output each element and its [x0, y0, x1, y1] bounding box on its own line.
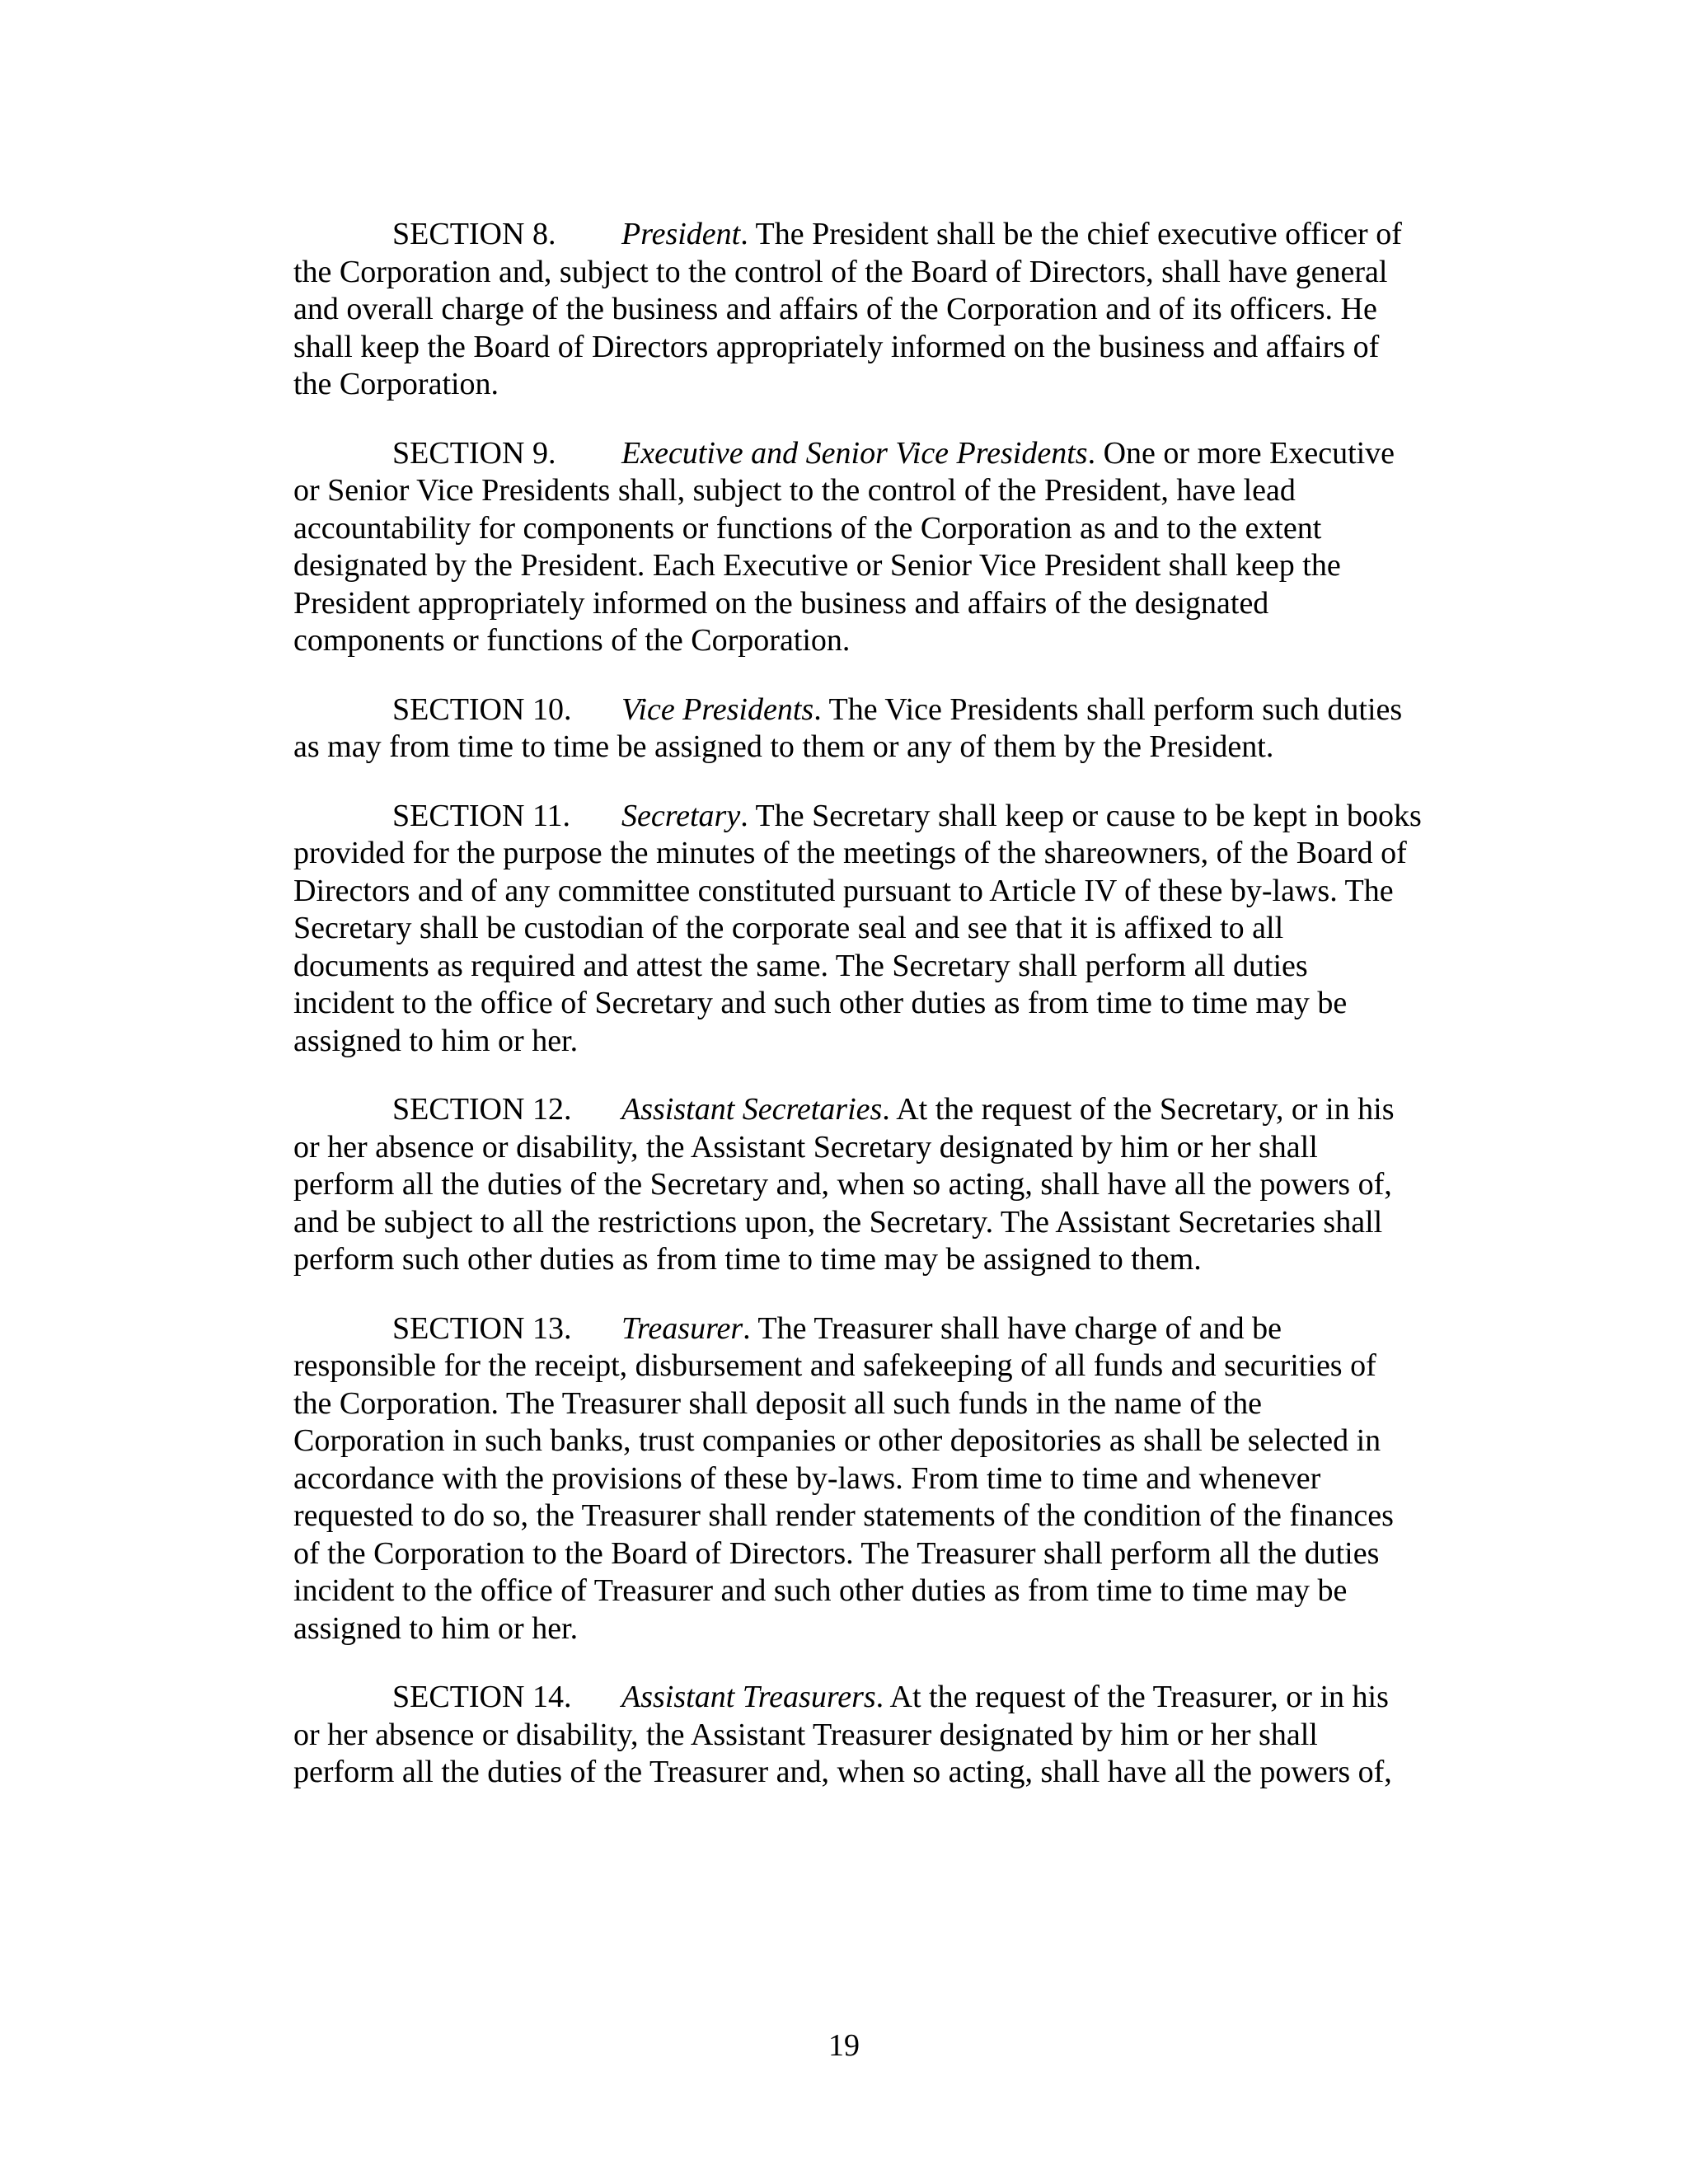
- by-law-section: [293, 1310, 1456, 1648]
- section-title: Treasurer: [621, 1310, 743, 1346]
- section-first-line: [293, 1310, 1456, 1348]
- section-text-line: designated by the President. Each Executive or Senior Vice President shall keep the: [293, 548, 1341, 583]
- section-text-line: requested to do so, the Treasurer shall render statements of the condition of the finances: [293, 1498, 1394, 1533]
- section-first-line: [293, 216, 1456, 254]
- section-text-line: perform such other duties as from time to time may be assigned to them.: [293, 1242, 1202, 1277]
- section-text-line: or her absence or disability, the Assistant Treasurer designated by him or her shall: [293, 1717, 1318, 1752]
- section-number: SECTION 13.: [392, 1310, 572, 1346]
- section-text-line: perform all the duties of the Secretary and, when so acting, shall have all the powers of,: [293, 1167, 1392, 1202]
- section-number: SECTION 14.: [392, 1680, 572, 1714]
- section-text-line: Secretary shall be custodian of the corporate seal and see that it is affixed to all: [293, 911, 1284, 945]
- section-text-line: the Corporation. The Treasurer shall deposit all such funds in the name of the: [293, 1385, 1262, 1421]
- by-law-section: [293, 798, 1456, 1061]
- section-number: SECTION 12.: [392, 1092, 572, 1127]
- section-number: SECTION 10.: [392, 691, 572, 727]
- section-text-line: or Senior Vice Presidents shall, subject to the control of the President, have lead: [293, 473, 1296, 508]
- section-text-line: accordance with the provisions of these by-laws. From time to time and whenever: [293, 1460, 1321, 1496]
- section-number: SECTION 9.: [392, 435, 556, 471]
- section-text: . One or more Executive: [1087, 435, 1395, 471]
- section-text-line: incident to the office of Secretary and such other duties as from time to time may be: [293, 986, 1348, 1020]
- section-text-line: incident to the office of Treasurer and such other duties as from time to time may be: [293, 1573, 1348, 1608]
- section-number: SECTION 11.: [392, 798, 571, 833]
- section-first-line: [293, 1091, 1456, 1129]
- section-text-line: provided for the purpose the minutes of the meetings of the shareowners, of the Board of: [293, 836, 1407, 870]
- section-title: Assistant Treasurers: [621, 1680, 876, 1714]
- section-text-line: as may from time to time be assigned to them or any of them by the President.: [293, 729, 1274, 764]
- section-first-line: [293, 691, 1456, 729]
- section-text: . The President shall be the chief executive officer of: [740, 217, 1402, 251]
- section-text-line: and be subject to all the restrictions upon, the Secretary. The Assistant Secretaries shall: [293, 1204, 1383, 1240]
- section-title: Assistant Secretaries: [621, 1092, 883, 1127]
- section-text-line: responsible for the receipt, disbursement and safekeeping of all funds and securities of: [293, 1348, 1376, 1383]
- section-number: SECTION 8.: [392, 217, 556, 251]
- by-law-section: [293, 435, 1456, 660]
- section-title: Vice Presidents: [621, 691, 814, 727]
- by-law-section: [293, 1091, 1456, 1279]
- section-text-line: President appropriately informed on the business and affairs of the designated: [293, 585, 1269, 621]
- section-text-line: assigned to him or her.: [293, 1023, 579, 1058]
- section-first-line: [293, 1679, 1456, 1717]
- section-first-line: [293, 798, 1456, 836]
- section-text-line: accountability for components or functions of the Corporation as and to the extent: [293, 510, 1322, 546]
- by-law-section: [293, 216, 1456, 404]
- section-text-line: documents as required and attest the same. The Secretary shall perform all duties: [293, 948, 1308, 983]
- section-text: . The Treasurer shall have charge of and be: [743, 1310, 1282, 1346]
- by-law-section: [293, 691, 1456, 766]
- by-law-section: [293, 1679, 1456, 1792]
- section-text-line: and overall charge of the business and affairs of the Corporation and of its officers. He: [293, 292, 1377, 326]
- section-text: . At the request of the Treasurer, or in his: [875, 1680, 1389, 1714]
- section-title: President: [621, 217, 741, 251]
- section-text-line: assigned to him or her.: [293, 1610, 579, 1646]
- section-text-line: or her absence or disability, the Assistant Secretary designated by him or her shall: [293, 1129, 1318, 1165]
- section-text: . At the request of the Secretary, or in his: [882, 1092, 1395, 1127]
- section-text-line: components or functions of the Corporation.: [293, 623, 851, 658]
- section-text-line: shall keep the Board of Directors appropriately informed on the business and affairs of: [293, 329, 1380, 364]
- section-first-line: [293, 435, 1456, 473]
- section-text-line: Corporation in such banks, trust companies or other depositories as shall be selected in: [293, 1423, 1381, 1458]
- section-text-line: the Corporation and, subject to the control of the Board of Directors, shall have general: [293, 254, 1388, 289]
- section-text-line: Directors and of any committee constituted pursuant to Article IV of these by-laws. The: [293, 873, 1394, 908]
- section-text-line: of the Corporation to the Board of Directors. The Treasurer shall perform all the duties: [293, 1535, 1380, 1571]
- section-title: Executive and Senior Vice Presidents: [621, 435, 1088, 471]
- section-title: Secretary: [621, 798, 741, 833]
- section-text-line: perform all the duties of the Treasurer and, when so acting, shall have all the powers of,: [293, 1755, 1392, 1789]
- page-number: 19: [828, 2028, 860, 2063]
- document-body: [293, 216, 1456, 1823]
- section-text-line: the Corporation.: [293, 367, 499, 401]
- section-text: . The Secretary shall keep or cause to be kept in books: [740, 798, 1422, 833]
- section-text: . The Vice Presidents shall perform such duties: [814, 691, 1403, 727]
